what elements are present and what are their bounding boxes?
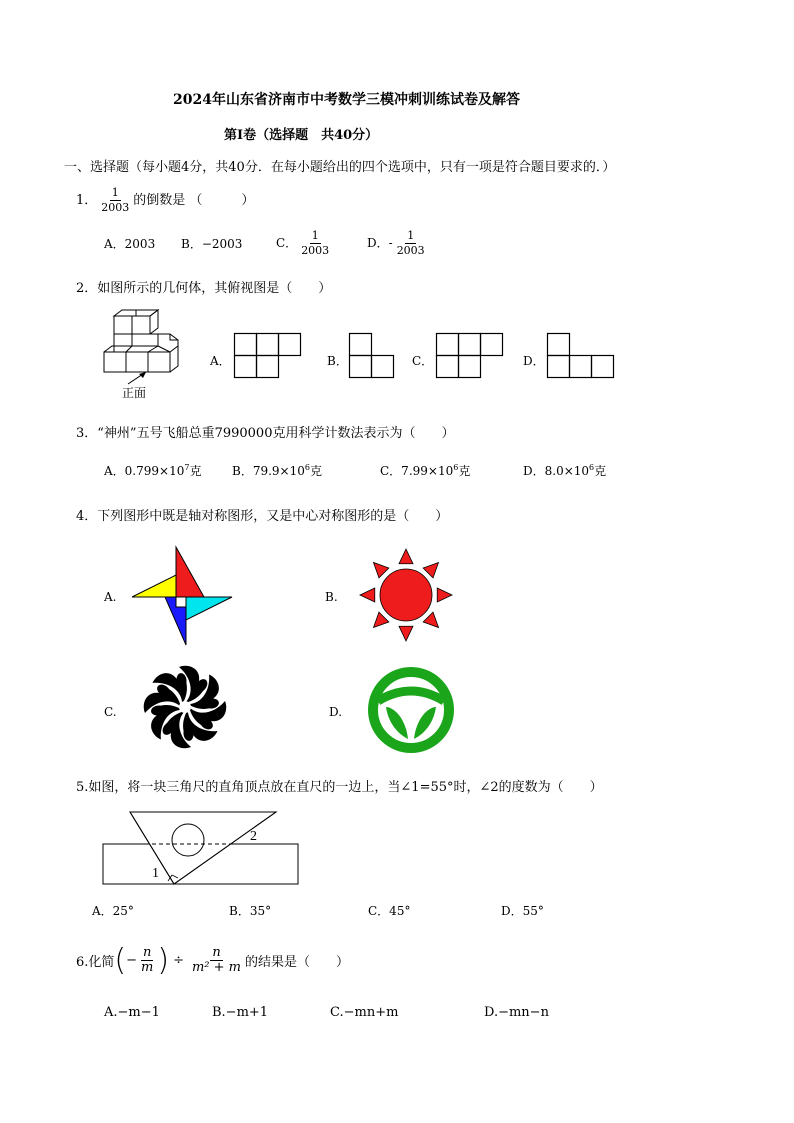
q4-option-a[interactable]: A. — [104, 590, 117, 604]
logo-ring — [373, 672, 449, 748]
q6-option-a[interactable]: A.−m−1 — [104, 1005, 160, 1020]
logo-leaf-left — [386, 707, 408, 739]
question-4: 4．下列图形中既是轴对称图形，又是中心对称图形的是（ ） — [76, 509, 449, 524]
q2-option-d-figure — [547, 333, 619, 381]
flower-center — [179, 701, 191, 713]
q6-fraction-1 — [139, 946, 155, 975]
question-2: 2．如图所示的几何体，其俯视图是（ ） — [76, 281, 332, 296]
q1-option-d-label: D．- — [367, 236, 393, 250]
q2-option-a[interactable]: A． — [210, 354, 231, 368]
q6-fraction-2 — [190, 946, 243, 975]
q4-flower-figure — [138, 660, 232, 754]
q1-option-c[interactable] — [276, 229, 333, 258]
q1-option-d-num: 1 — [407, 229, 415, 242]
q2-option-c-figure — [436, 333, 506, 381]
q3-option-a-unit: 克 — [189, 464, 202, 478]
q4-green-logo-figure — [364, 663, 458, 757]
q6-divide: ÷ — [173, 952, 184, 968]
q2-option-c[interactable]: C． — [412, 354, 434, 368]
sun-ray — [423, 562, 438, 577]
section-instructions: 一、选择题（每小题4分，共40分．在每小题给出的四个选项中，只有一项是符合题目要求的．） — [64, 160, 616, 175]
sun-ray — [423, 612, 438, 627]
q6-right-paren: ) — [157, 942, 170, 978]
q6-neg-sign: − — [126, 952, 138, 968]
q2-option-b[interactable]: B． — [327, 354, 348, 368]
q1-option-b[interactable]: B．−2003 — [181, 237, 243, 251]
q6-option-b[interactable]: B.−m+1 — [212, 1005, 269, 1020]
sun-disc — [380, 569, 432, 621]
part-heading: 第Ⅰ卷（选择题 共40分） — [224, 128, 379, 143]
q2-option-b-figure — [349, 333, 399, 381]
logo-leaf-right — [414, 707, 436, 739]
q5-option-c[interactable]: C．45° — [368, 904, 411, 918]
q6-frac2-num: n — [212, 944, 221, 960]
q1-frac-den: 2003 — [101, 201, 130, 214]
q1-number: 1． — [76, 193, 98, 208]
q6-text: 的结果是（ ） — [245, 954, 350, 970]
q1-frac-num: 1 — [111, 186, 119, 199]
q2-front-label: 正面 — [122, 386, 147, 400]
q3-option-d-base: D．8.0×10 — [523, 464, 590, 478]
sun-ray — [399, 549, 413, 564]
q2-cube-figure — [100, 308, 196, 398]
q6-frac2-den: m² + m — [191, 959, 242, 975]
q4-option-d[interactable]: D. — [329, 705, 343, 719]
q1-option-c-den: 2003 — [301, 244, 330, 257]
q3-option-a[interactable] — [104, 462, 201, 479]
q6-option-d[interactable]: D.−mn−n — [484, 1005, 549, 1020]
q5-option-a[interactable]: A．25° — [92, 904, 134, 918]
q5-option-d[interactable]: D．55° — [501, 904, 544, 918]
q3-option-b-unit: 克 — [309, 464, 322, 478]
page-title: 2024年山东省济南市中考数学三模冲刺训练试卷及解答 — [173, 92, 520, 108]
q3-option-a-exp: 7 — [184, 463, 190, 472]
q1-fraction — [99, 186, 131, 215]
q4-option-c[interactable]: C. — [104, 705, 117, 719]
q4-option-b[interactable]: B. — [325, 590, 338, 604]
q6-option-c[interactable]: C.−mn+m — [330, 1005, 399, 1020]
sun-ray — [399, 626, 413, 641]
q6-frac1-num: n — [143, 944, 152, 960]
q3-option-c-exp: 6 — [453, 463, 459, 472]
q6-left-paren: ( — [114, 942, 127, 978]
q6-prefix: 6.化简 — [76, 954, 115, 970]
q4-sun-figure — [354, 545, 458, 645]
q2-option-a-figure — [234, 333, 304, 381]
question-3: 3．“神州”五号飞船总重7990000克用科学计数法表示为（ ） — [76, 426, 455, 441]
q3-option-c[interactable] — [380, 462, 470, 479]
q3-option-b[interactable] — [232, 462, 322, 479]
q4-pinwheel-figure — [131, 545, 233, 649]
q1-option-d[interactable] — [367, 229, 429, 258]
q5-ruler-triangle-figure — [100, 808, 300, 888]
q1-option-a[interactable]: A．2003 — [104, 237, 156, 251]
q3-option-d-exp: 6 — [589, 463, 595, 472]
q3-option-c-unit: 克 — [458, 464, 471, 478]
sun-ray — [373, 612, 388, 627]
q5-option-b[interactable]: B．35° — [229, 904, 272, 918]
question-5: 5.如图，将一块三角尺的直角顶点放在直尺的一边上，当∠1=55°时，∠2的度数为（ ） — [76, 780, 603, 795]
q3-option-b-base: B．79.9×10 — [232, 464, 305, 478]
sun-ray — [373, 562, 388, 577]
sun-ray — [360, 588, 375, 602]
q1-option-c-num: 1 — [311, 229, 319, 242]
sun-ray — [437, 588, 452, 602]
question-6 — [76, 937, 349, 983]
q3-option-b-exp: 6 — [304, 463, 310, 472]
q3-option-d[interactable] — [523, 462, 606, 479]
q5-angle-2-label: 2 — [250, 829, 257, 844]
logo-arc — [378, 691, 444, 701]
q2-option-d[interactable]: D． — [523, 354, 545, 368]
q3-option-a-base: A．0.799×10 — [104, 464, 185, 478]
q1-option-c-label: C． — [276, 236, 298, 250]
q3-option-c-base: C．7.99×10 — [380, 464, 454, 478]
q1-text: 的倒数是 （ ） — [133, 193, 255, 208]
q5-angle-1-label: 1 — [152, 866, 159, 881]
q6-frac1-den: m — [141, 959, 154, 975]
question-1 — [76, 186, 254, 215]
q1-option-d-den: 2003 — [396, 244, 425, 257]
q3-option-d-unit: 克 — [594, 464, 607, 478]
